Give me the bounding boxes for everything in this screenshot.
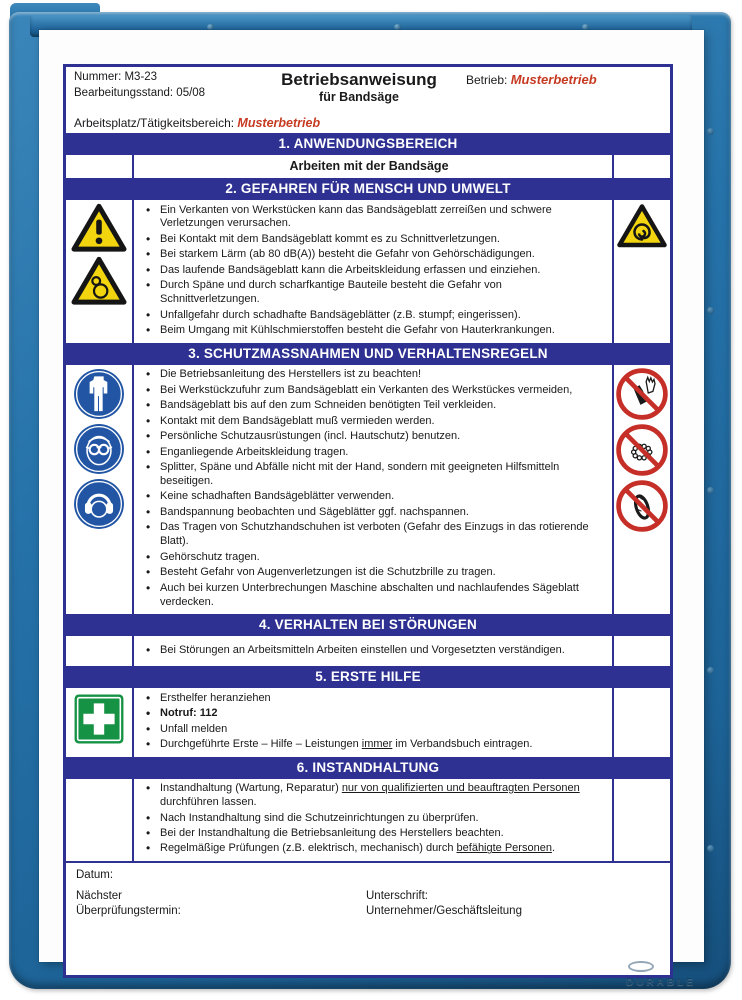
frame-dimple (707, 487, 714, 494)
durable-logo-oval (628, 961, 654, 972)
section-anwendungsbereich (66, 155, 670, 178)
list-item: • Durchgeführte Erste – Hilfe – Leistungen immer im Verbandsbuch eintragen. (134, 738, 604, 752)
list-item: • Bandsägeblatt bis auf den zum Schneiden benötigten Teil verkleiden. (134, 399, 604, 413)
list-item: • Nach Instandhaltung sind die Schutzeinrichtungen zu überprüfen. (134, 812, 604, 826)
section-bar-stoerungen: 4. VERHALTEN BEI STÖRUNGEN (66, 614, 670, 636)
icon-cell (612, 636, 670, 666)
workplace-value: Musterbetrieb (237, 116, 321, 130)
list-item-emergency-number: • Notruf: 112 (134, 707, 604, 721)
list-item: • Beim Umgang mit Kühlschmierstoffen besteht die Gefahr von Hauterkrankungen. (134, 324, 604, 338)
list-item: • Kontakt mit dem Bandsägeblatt muß vermieden werden. (134, 415, 604, 429)
instruction-sheet (39, 30, 704, 962)
list-item: • Unfallgefahr durch schadhafte Bandsägeblätter (z.B. stumpf; eingerissen). (134, 309, 604, 323)
frame-dimple (707, 128, 714, 135)
company-block (466, 70, 662, 104)
document-meta (74, 70, 252, 104)
maintenance-list (134, 782, 604, 856)
next-check-label-line1: Nächster (76, 889, 123, 902)
section-stoerungen (66, 636, 670, 666)
section-bar-schutzmassnahmen: 3. SCHUTZMASSNAHMEN UND VERHALTENSREGELN (66, 343, 670, 365)
section-schutzmassnahmen (66, 365, 670, 615)
list-item: • Bei starkem Lärm (ab 80 dB(A)) besteht die Gefahr von Gehörschädigungen. (134, 248, 604, 262)
section-bar-instandhaltung: 6. INSTANDHALTUNG (66, 757, 670, 779)
fault-list (134, 642, 604, 659)
list-item: • Bei der Instandhaltung die Betriebsanleitung des Herstellers beachten. (134, 827, 604, 841)
list-item: • Ein Verkanten von Werkstücken kann das Bandsägeblatt zerreißen und schwere Verletzungen verursachen. (134, 204, 604, 232)
icon-cell (66, 155, 134, 178)
section-gefahren (66, 200, 670, 343)
icon-cell (66, 365, 134, 615)
document-header (66, 67, 670, 133)
no-jewelry-prohibition-icon (616, 424, 668, 476)
signature-role: Unternehmer/Geschäftsleitung (366, 904, 522, 917)
list-item: • Enganliegende Arbeitskleidung tragen. (134, 446, 604, 460)
workplace-block (74, 116, 320, 130)
document-title: Betriebsanweisung (281, 70, 437, 89)
list-item: • Instandhaltung (Wartung, Reparatur) nur von qualifizierten und beauftragten Personen durchführen lassen. (134, 782, 604, 810)
hazard-list (134, 204, 604, 339)
list-item: • Bei Kontakt mit dem Bandsägeblatt kommt es zu Schnittverletzungen. (134, 233, 604, 247)
frame-dimple (707, 307, 714, 314)
icon-cell (612, 779, 670, 861)
icon-cell (612, 155, 670, 178)
icon-cell (66, 779, 134, 861)
general-warning-icon (71, 203, 127, 253)
coiled-band-prohibition-icon (616, 480, 668, 532)
first-aid-list (134, 692, 604, 752)
list-item: • Auch bei kurzen Unterbrechungen Maschine abschalten und nachlaufendes Sägeblatt verdecken. (134, 582, 604, 610)
durable-brand-emboss: DURABLE (626, 977, 696, 988)
list-item: • Die Betriebsanleitung des Herstellers ist zu beachten! (134, 368, 604, 382)
instruction-table (63, 64, 673, 978)
list-item: • Bei Störungen an Arbeitsmitteln Arbeiten einstellen und Vorgesetzten verständigen. (134, 644, 604, 658)
icon-cell (66, 200, 134, 343)
document-number: Nummer: M3-23 (74, 71, 158, 83)
drawing-in-warning-icon (71, 256, 127, 306)
next-check-label-line2: Überprüfungstermin: (76, 904, 181, 917)
document-revision: Bearbeitungsstand: 05/08 (74, 86, 206, 99)
icon-cell (66, 688, 134, 756)
frame-dimple (707, 845, 714, 852)
list-item: • Das Tragen von Schutzhandschuhen ist verboten (Gefahr des Einzugs in das rotierende Blatt). (134, 521, 604, 549)
icon-cell (612, 200, 670, 343)
first-aid-icon (73, 693, 125, 745)
list-item: • Unfall melden (134, 723, 604, 737)
section-erste-hilfe (66, 688, 670, 756)
frame-dimple (707, 667, 714, 674)
list-item: • Bandspannung beobachten und Sägeblätter ggf. nachspannen. (134, 506, 604, 520)
list-item: • Keine schadhaften Bandsägeblätter verwenden. (134, 490, 604, 504)
signature-footer (66, 861, 670, 975)
icon-cell (66, 636, 134, 666)
list-item: • Ersthelfer heranziehen (134, 692, 604, 706)
automatic-start-warning-icon (617, 203, 667, 249)
scope-text: Arbeiten mit der Bandsäge (289, 159, 449, 173)
list-item: • Das laufende Bandsägeblatt kann die Arbeitskleidung erfassen und einziehen. (134, 264, 604, 278)
protective-clothing-mandatory-icon (73, 368, 125, 420)
workplace-label: Arbeitsplatz/Tätigkeitsbereich: (74, 116, 235, 130)
section-bar-anwendungsbereich: 1. ANWENDUNGSBEREICH (66, 133, 670, 155)
signature-label: Unterschrift: (366, 889, 428, 902)
icon-cell (612, 688, 670, 756)
section-instandhaltung (66, 779, 670, 861)
protection-list (134, 368, 604, 610)
list-item: • Durch Späne und durch scharfkantige Bauteile besteht die Gefahr von Schnittverletzungen. (134, 279, 604, 307)
list-item: • Splitter, Späne und Abfälle nicht mit der Hand, sondern mit geeigneten Hilfsmitteln beseitigen. (134, 461, 604, 489)
date-label: Datum: (76, 868, 114, 881)
list-item: • Regelmäßige Prüfungen (z.B. elektrisch, mechanisch) durch befähigte Personen. (134, 842, 604, 856)
list-item: • Gehörschutz tragen. (134, 551, 604, 565)
list-item: • Persönliche Schutzausrüstungen (incl. Hautschutz) benutzen. (134, 430, 604, 444)
icon-cell (612, 365, 670, 615)
list-item: • Besteht Gefahr von Augenverletzungen ist die Schutzbrille zu tragen. (134, 566, 604, 580)
section-bar-erste-hilfe: 5. ERSTE HILFE (66, 666, 670, 688)
section-bar-gefahren: 2. GEFAHREN FÜR MENSCH UND UMWELT (66, 178, 670, 200)
list-item: • Bei Werkstückzufuhr zum Bandsägeblatt ein Verkanten des Werkstückes vermeiden, (134, 384, 604, 398)
no-gloves-prohibition-icon (616, 368, 668, 420)
company-value: Musterbetrieb (510, 72, 597, 87)
document-subtitle: für Bandsäge (319, 89, 399, 104)
company-label: Betrieb: (466, 73, 508, 87)
document-title-block (252, 70, 466, 104)
safety-glasses-mandatory-icon (73, 423, 125, 475)
ear-protection-mandatory-icon (73, 478, 125, 530)
